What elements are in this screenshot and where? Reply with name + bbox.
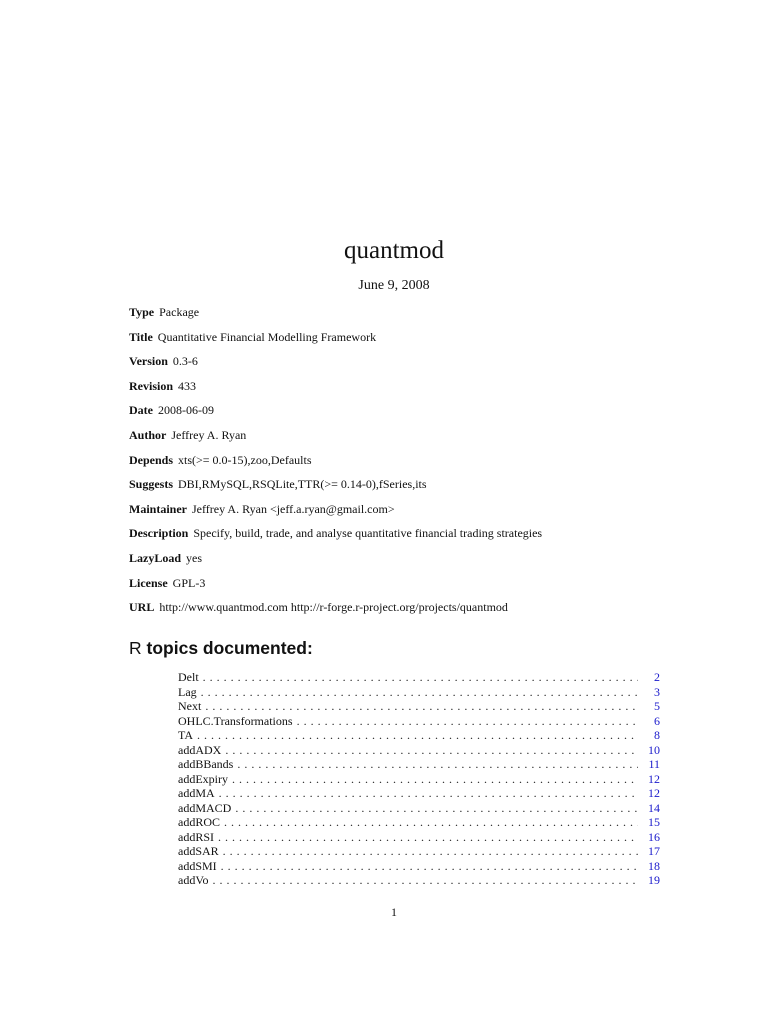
metadata-row-title <box>129 329 729 354</box>
metadata-row-lazyload <box>129 550 729 575</box>
toc-page-link[interactable]: 12 <box>648 786 660 800</box>
toc-page-link[interactable]: 19 <box>648 873 660 887</box>
toc-dot-leader <box>205 699 638 714</box>
toc-entry[interactable] <box>178 757 660 772</box>
toc-page-link[interactable]: 12 <box>648 771 660 786</box>
toc-entry-name: TA <box>178 728 194 742</box>
metadata-key: Description <box>129 526 189 541</box>
metadata-key: Maintainer <box>129 501 187 516</box>
package-metadata <box>129 304 729 624</box>
metadata-key: Revision <box>129 378 174 393</box>
metadata-row-version <box>129 353 729 378</box>
toc-dot-leader <box>219 786 638 801</box>
toc-dot-leader <box>237 757 638 772</box>
toc-entry[interactable] <box>178 699 660 714</box>
toc-page-link[interactable]: 15 <box>648 815 660 829</box>
toc-dot-leader <box>232 772 638 787</box>
toc-dot-leader <box>297 714 638 729</box>
metadata-key: Suggests <box>129 477 174 492</box>
toc-entry[interactable] <box>178 743 660 758</box>
toc-entry[interactable] <box>178 801 660 816</box>
toc-page-link[interactable]: 11 <box>648 757 660 771</box>
metadata-key: License <box>129 575 168 590</box>
toc-entry[interactable] <box>178 714 660 729</box>
metadata-key: LazyLoad <box>129 550 182 565</box>
toc-entry-name: addSAR <box>178 844 219 858</box>
toc-entry-name: addVo <box>178 873 209 887</box>
toc-entry-name: addRSI <box>178 829 214 844</box>
toc-entry-name: addROC <box>178 815 220 829</box>
toc-page-link[interactable]: 8 <box>654 728 660 742</box>
metadata-row-suggests <box>129 476 729 501</box>
metadata-key: URL <box>129 600 155 615</box>
metadata-value: Package <box>159 305 200 319</box>
toc-page-link[interactable]: 17 <box>648 844 660 858</box>
toc-entry[interactable] <box>178 844 660 859</box>
toc-dot-leader <box>197 728 638 743</box>
toc-page-link[interactable]: 6 <box>654 713 660 728</box>
document-date: June 9, 2008 <box>358 278 430 293</box>
table-of-contents <box>178 670 660 888</box>
toc-dot-leader <box>223 844 638 859</box>
toc-entry[interactable] <box>178 685 660 700</box>
toc-entry[interactable] <box>178 873 660 888</box>
metadata-key: Title <box>129 329 153 344</box>
metadata-key: Date <box>129 403 153 418</box>
toc-dot-leader <box>221 859 638 874</box>
toc-page-link[interactable]: 16 <box>648 829 660 844</box>
metadata-value: yes <box>186 550 203 565</box>
toc-entry[interactable] <box>178 670 660 685</box>
toc-entry[interactable] <box>178 772 660 787</box>
toc-entry[interactable] <box>178 830 660 845</box>
toc-entry-name: OHLC.Transformations <box>178 713 293 728</box>
metadata-value: Jeffrey A. Ryan <box>171 427 247 442</box>
metadata-row-url <box>129 599 729 624</box>
toc-entry[interactable] <box>178 728 660 743</box>
toc-page-link[interactable]: 18 <box>648 858 660 873</box>
toc-entry[interactable] <box>178 859 660 874</box>
toc-dot-leader <box>201 685 638 700</box>
toc-dot-leader <box>235 801 638 816</box>
metadata-value: GPL-3 <box>172 575 206 590</box>
toc-page-link[interactable]: 2 <box>654 670 660 684</box>
toc-dot-leader <box>212 873 638 888</box>
toc-entry[interactable] <box>178 815 660 830</box>
toc-page-link[interactable]: 14 <box>648 800 660 815</box>
toc-page-link[interactable]: 3 <box>654 684 660 699</box>
package-title: quantmod <box>344 237 444 264</box>
metadata-key: Depends <box>129 452 174 467</box>
metadata-key: Author <box>129 427 167 442</box>
toc-dot-leader <box>224 815 638 830</box>
metadata-value: 433 <box>178 378 197 393</box>
toc-page-link[interactable]: 10 <box>648 742 660 757</box>
toc-entry-name: addMACD <box>178 800 232 815</box>
metadata-value: xts(>= 0.0-15),zoo,Defaults <box>178 452 312 467</box>
metadata-row-description <box>129 525 729 550</box>
metadata-value: http://www.quantmod.com http://r-forge.r-project.org/projects/quantmod <box>159 600 508 615</box>
toc-entry-name: addMA <box>178 786 215 800</box>
metadata-value: DBI,RMySQL,RSQLite,TTR(>= 0.14-0),fSeries,its <box>178 477 427 492</box>
metadata-value: 2008-06-09 <box>158 403 214 418</box>
metadata-value: Quantitative Financial Modelling Framework <box>157 329 377 344</box>
toc-entry-name: Delt <box>178 670 199 684</box>
toc-entry-name: Next <box>178 699 202 713</box>
metadata-value: Specify, build, trade, and analyse quantitative financial trading strategies <box>193 526 543 541</box>
page-number: 1 <box>391 905 397 919</box>
toc-dot-leader <box>218 830 638 845</box>
metadata-key: Type <box>129 305 155 319</box>
toc-page-link[interactable]: 5 <box>654 699 660 713</box>
metadata-row-maintainer <box>129 501 729 526</box>
toc-entry-name: Lag <box>178 684 197 699</box>
toc-entry-name: addADX <box>178 742 222 757</box>
metadata-row-license <box>129 575 729 600</box>
metadata-value: Jeffrey A. Ryan <jeff.a.ryan@gmail.com> <box>192 501 395 516</box>
metadata-row-revision <box>129 378 729 403</box>
toc-heading-text: topics documented: <box>146 638 313 658</box>
toc-heading <box>129 636 313 660</box>
toc-entry[interactable] <box>178 786 660 801</box>
metadata-key: Version <box>129 354 168 369</box>
toc-entry-name: addBBands <box>178 757 234 771</box>
toc-dot-leader <box>225 743 638 758</box>
toc-heading-r: R <box>129 638 142 658</box>
metadata-row-author <box>129 427 729 452</box>
metadata-row-depends <box>129 452 729 477</box>
metadata-row-date <box>129 402 729 427</box>
toc-entry-name: addSMI <box>178 858 217 873</box>
toc-entry-name: addExpiry <box>178 771 228 786</box>
toc-dot-leader <box>203 670 638 685</box>
metadata-value: 0.3-6 <box>172 354 198 369</box>
metadata-row-type <box>129 304 729 329</box>
